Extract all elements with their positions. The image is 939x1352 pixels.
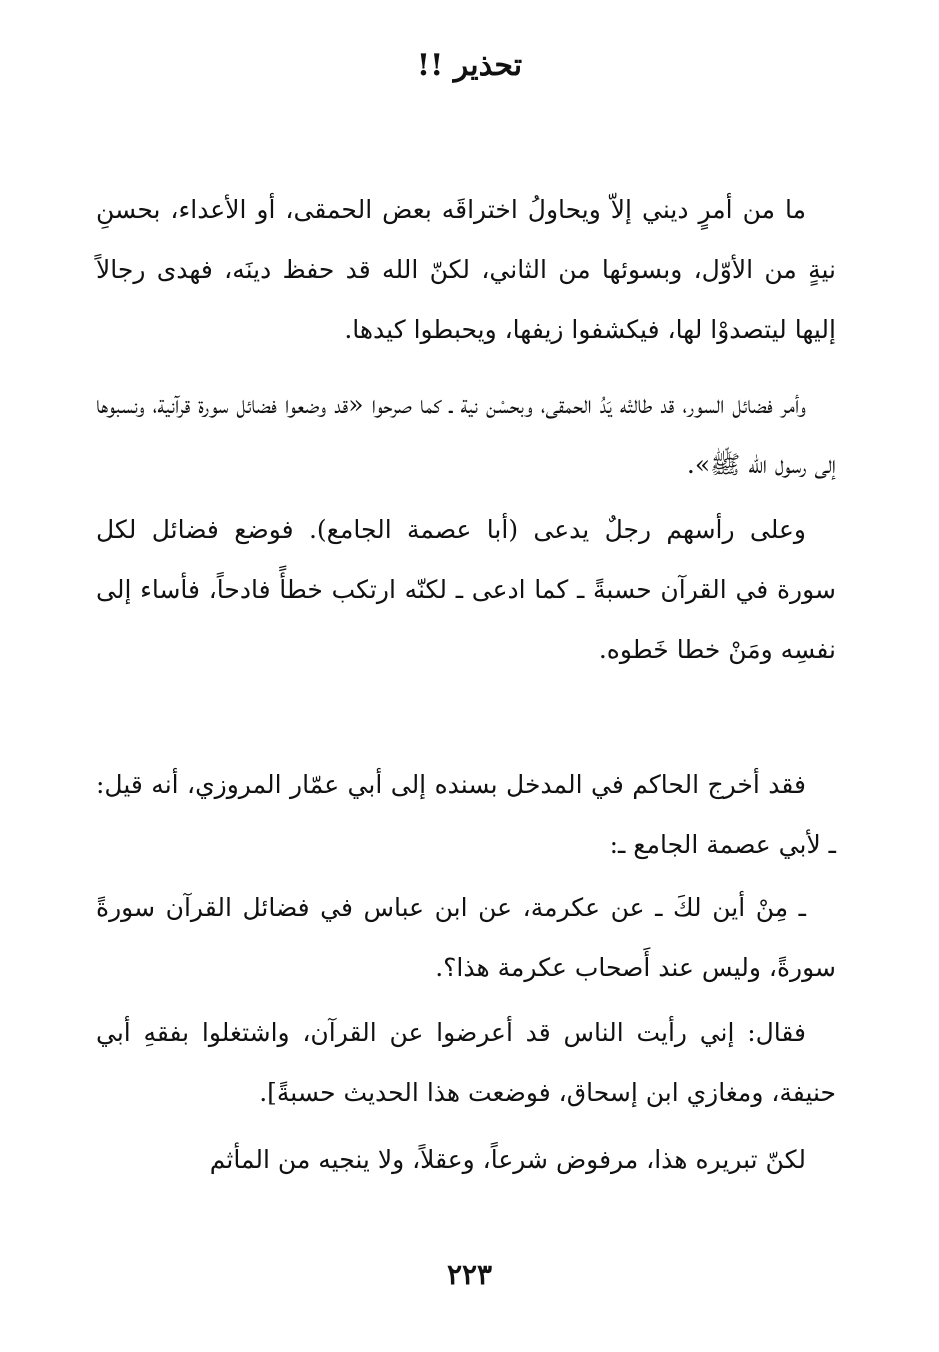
paragraph: وعلى رأسهم رجلٌ يدعى (أبا عصمة الجامع). فوضع فضائل لكل سورة في القرآن حسبةً ـ كما ادعى ـ لكنّه ارتكب خطأً فادحاً، فأساء إلى نفسِه ومَنْ خطا خَطوه. [96,515,836,664]
page-number: ٢٢٣ [446,1258,493,1291]
paragraph: ما من أمرٍ ديني إلاّ ويحاولُ اختراقَه بعض الحمقى، أو الأعداء، بحسنِ نيةٍ من الأوّل، وبسوئها من الثاني، لكنّ الله قد حفظ دينَه، فهدى رجالاً إليها ليتصدوْا لها، فيكشفوا زيفها، ويحبطوا كيدها. [96,195,836,344]
paragraph: فقال: إني رأيت الناس قد أعرضوا عن القرآن، واشتغلوا بفقهِ أبي حنيفة، ومغازي ابن إسحاق، فوضعت هذا الحديث حسبةً]. [96,1018,836,1107]
paragraph-block-3 [96,500,836,680]
paragraph-block-2 [96,375,836,495]
paragraph-block-7 [96,1130,836,1190]
paragraph-block-4 [96,755,836,875]
paragraph-block-6 [96,1003,836,1123]
paragraph: ـ مِنْ أين لكَ ـ عن عكرمة، عن ابن عباس في فضائل القرآن سورةً سورةً، وليس عند أَصحاب عكرمة هذا؟. [96,893,836,982]
paragraph-block-5 [96,878,836,998]
paragraph: فقد أخرج الحاكم في المدخل بسنده إلى أبي عمّار المروزي، أنه قيل: ـ لأبي عصمة الجامع ـ: [96,770,836,859]
page-title: تحذير !! [416,48,523,83]
paragraph: لكنّ تبريره هذا، مرفوض شرعاً، وعقلاً، ولا ينجيه من المأثم [209,1145,806,1174]
paragraph-block-1 [96,180,836,360]
paragraph: وأمر فضائل السور، قد طالتْه يَدُ الحمقى، وبحسْن نية ـ كما صرحوا «قد وضعوا فضائل سورة قرآنية، ونسبوها إلى رسول الله ﷺ». [96,390,836,479]
